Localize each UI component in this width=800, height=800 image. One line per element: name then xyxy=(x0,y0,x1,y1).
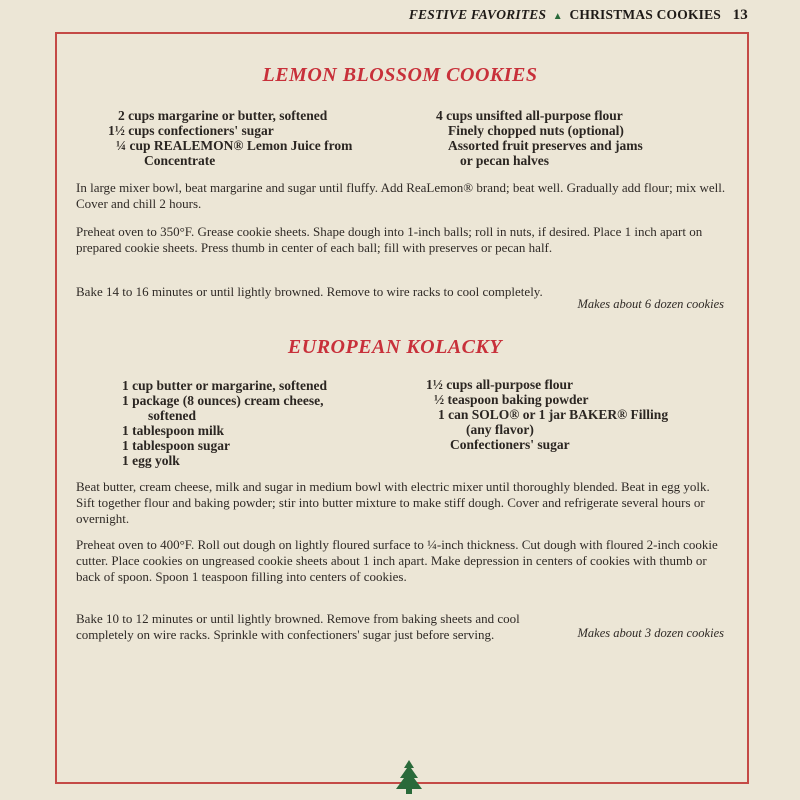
ingredient: softened xyxy=(148,408,196,423)
ingredient: 2 cups margarine or butter, softened xyxy=(118,108,328,123)
ingredient: 1 egg yolk xyxy=(122,453,180,468)
recipe-title: LEMON BLOSSOM COOKIES xyxy=(262,64,538,86)
ingredients-right xyxy=(436,108,643,168)
bell-tree-icon xyxy=(394,759,424,795)
section-name: FESTIVE FAVORITES xyxy=(408,7,547,22)
ingredient: 1½ cups confectioners' sugar xyxy=(108,123,274,138)
ingredients-left xyxy=(108,108,352,168)
ingredient: 1 cup butter or margarine, softened xyxy=(122,378,327,393)
recipe-title: EUROPEAN KOLACKY xyxy=(287,336,503,358)
chapter-name: CHRISTMAS COOKIES xyxy=(569,7,722,22)
recipe-step: Beat butter, cream cheese, milk and sugar in medium bowl with electric mixer until thoroughly blended. Beat in egg yolk. Sift together flour and baking powder; stir into butter mixture to make stiff dough. Cover and refrigerate several hours or overnight. xyxy=(76,479,710,526)
ingredient: Concentrate xyxy=(144,153,216,168)
recipe-step: Preheat oven to 400°F. Roll out dough on lightly floured surface to ¼-inch thickness. Cut dough with floured 2-inch cookie cutter. Place cookies on ungreased cookie sheets about 1 inch apart. Make depression in centers of cookies with thumb or back of spoon. Spoon 1 teaspoon filling into centers of cookies. xyxy=(76,537,718,584)
ingredient: ¼ cup REALEMON® Lemon Juice from xyxy=(116,138,353,153)
ingredient: 4 cups unsifted all-purpose flour xyxy=(436,108,623,123)
ingredient: 1 can SOLO® or 1 jar BAKER® Filling xyxy=(438,407,669,422)
ingredient: 1 package (8 ounces) cream cheese, xyxy=(122,393,324,408)
ingredient: 1 tablespoon milk xyxy=(122,423,225,438)
ingredient: ½ teaspoon baking powder xyxy=(434,392,589,407)
ingredient: Confectioners' sugar xyxy=(450,437,570,452)
recipe-step: Bake 10 to 12 minutes or until lightly browned. Remove from baking sheets and cool completely on wire racks. Sprinkle with confectioners' sugar just before serving. xyxy=(76,611,520,642)
ingredient: Finely chopped nuts (optional) xyxy=(448,123,624,138)
ingredient: 1½ cups all-purpose flour xyxy=(426,377,574,392)
recipe-yield: Makes about 6 dozen cookies xyxy=(577,297,724,311)
ingredient: (any flavor) xyxy=(466,422,534,437)
bell-icon: ▲ xyxy=(552,11,563,22)
recipe-step: In large mixer bowl, beat margarine and sugar until fluffy. Add ReaLemon® brand; beat well. Gradually add flour; mix well. Cover and chill 2 hours. xyxy=(76,180,726,211)
ingredients-right xyxy=(426,377,668,452)
running-header xyxy=(409,7,748,24)
ingredients-left xyxy=(122,378,327,468)
page-number: 13 xyxy=(732,7,748,23)
ingredient: 1 tablespoon sugar xyxy=(122,438,231,453)
ingredient: or pecan halves xyxy=(460,153,550,168)
recipe-step: Preheat oven to 350°F. Grease cookie sheets. Shape dough into 1-inch balls; roll in nuts, if desired. Place 1 inch apart on prepared cookie sheets. Press thumb in center of each ball; fill with preserves or pecan half. xyxy=(76,224,703,255)
recipe-yield: Makes about 3 dozen cookies xyxy=(577,626,724,640)
ingredient: Assorted fruit preserves and jams xyxy=(448,138,643,153)
recipe-step: Bake 14 to 16 minutes or until lightly browned. Remove to wire racks to cool completely. xyxy=(76,284,543,299)
